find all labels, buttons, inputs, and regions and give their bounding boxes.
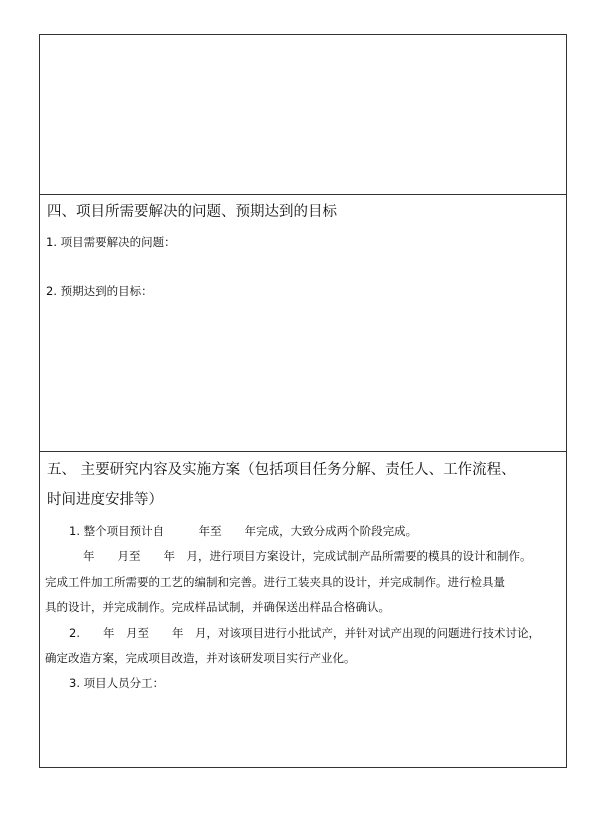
plan-paragraph-3-line1: 2. 年 月至 年 月，对该项目进行小批试产，并针对试产出现的问题进行技术讨论，: [69, 626, 540, 640]
expected-goals-label: 2. 预期达到的目标：: [46, 284, 153, 298]
section-divider: [40, 451, 566, 452]
plan-paragraph-1: 1. 整个项目预计自 年至 年完成，大致分成两个阶段完成。: [69, 524, 418, 538]
plan-paragraph-2-line2: 完成工件加工所需要的工艺的编制和完善。进行工装夹具的设计，并完成制作。进行检具量: [45, 575, 505, 589]
section4-heading: 四、项目所需要解决的问题、预期达到的目标: [47, 204, 337, 220]
plan-paragraph-3-line2: 确定改造方案，完成项目改造，并对该研发项目实行产业化。: [45, 651, 356, 665]
form-table: [39, 34, 567, 768]
plan-paragraph-2-line1: 年 月至 年 月，进行项目方案设计，完成试制产品所需要的模具的设计和制作。: [83, 549, 532, 563]
staff-assignment-label: 3. 项目人员分工：: [69, 676, 165, 690]
section5-heading-line2: 时间进度安排等）: [47, 492, 163, 508]
section-divider: [40, 194, 566, 195]
problems-to-solve-label: 1. 项目需要解决的问题：: [46, 235, 176, 249]
plan-paragraph-2-line3: 具的设计，并完成制作。完成样品试制，并确保送出样品合格确认。: [45, 600, 390, 614]
section5-heading-line1: 五、 主要研究内容及实施方案（包括项目任务分解、责任人、工作流程、: [47, 462, 516, 478]
